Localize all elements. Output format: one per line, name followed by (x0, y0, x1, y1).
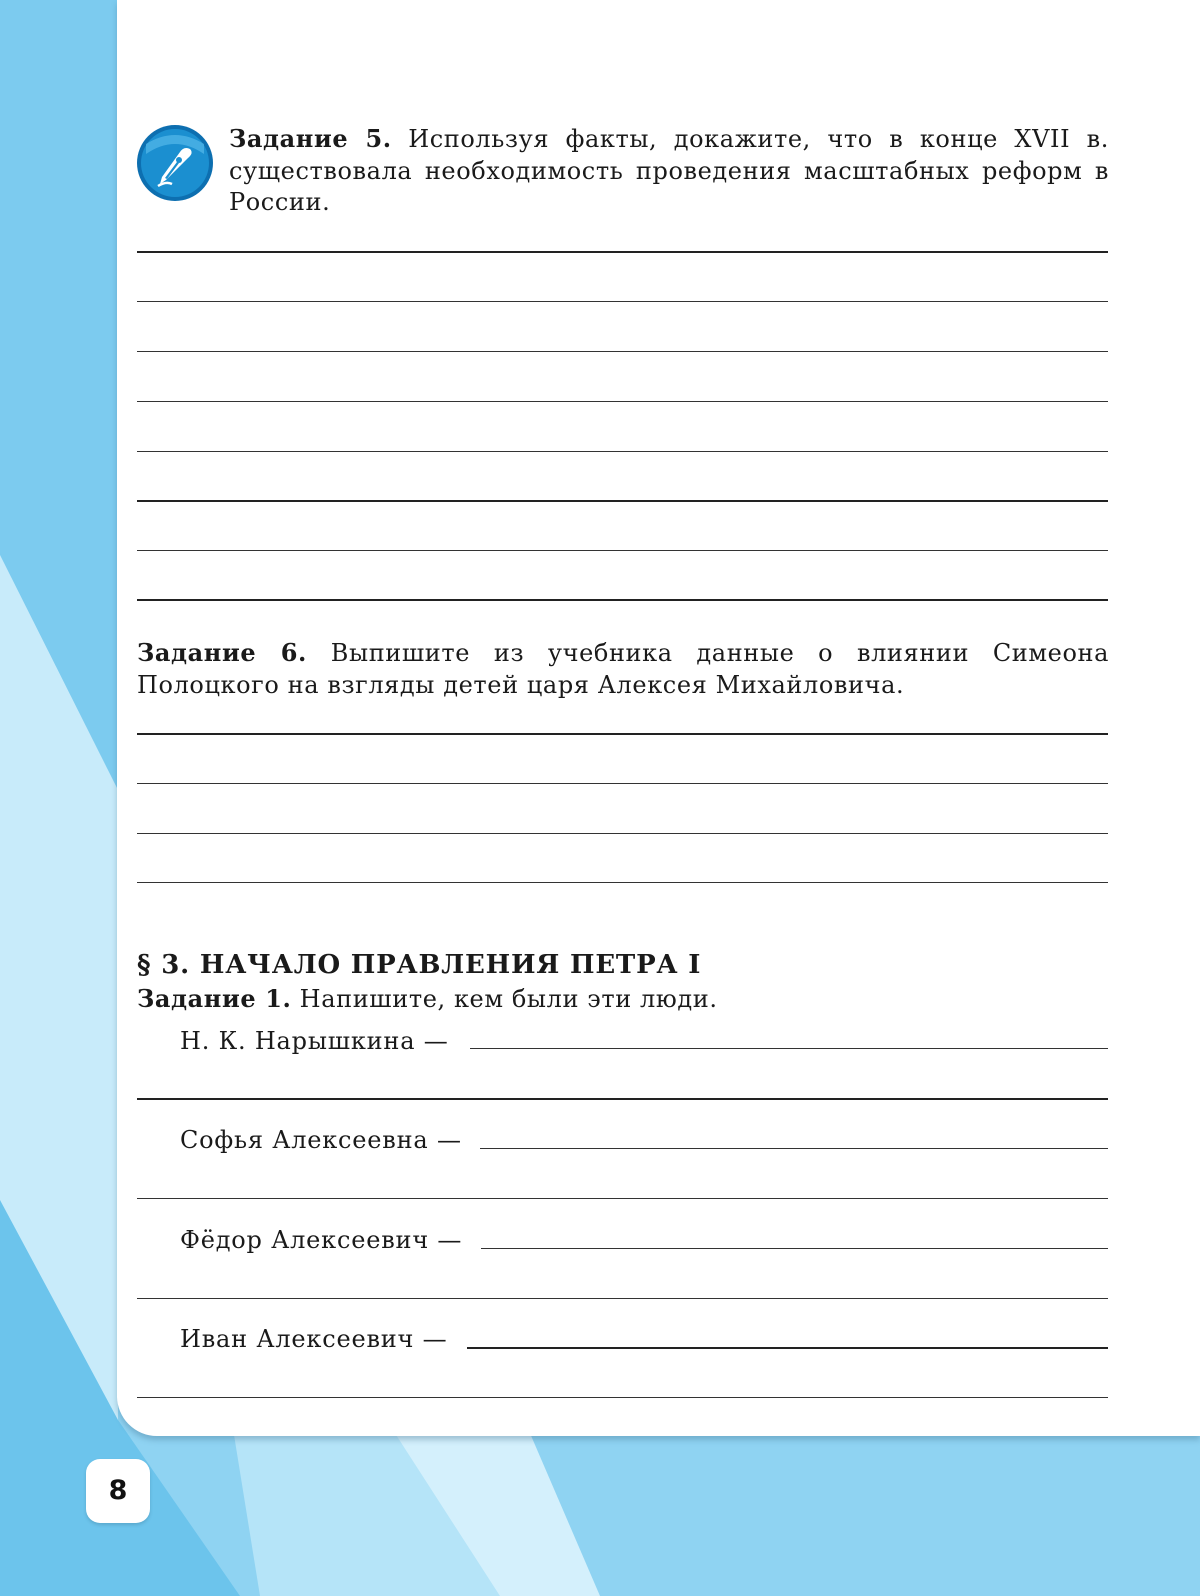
answer-line[interactable] (137, 882, 1108, 883)
answer-line[interactable] (137, 1098, 1108, 1100)
answer-line[interactable] (137, 401, 1108, 402)
task-1-label: Задание 1. (137, 984, 292, 1013)
task-6-body: Выпишите из учебника данные о влиянии Симеона Полоцкого на взгляды детей царя Алексея Михайловича. (137, 639, 1110, 699)
answer-line[interactable] (137, 733, 1108, 735)
page-number: 8 (86, 1459, 150, 1523)
person-label: Н. К. Нарышкина — (180, 1027, 449, 1055)
answer-line[interactable] (137, 301, 1108, 302)
answer-line[interactable] (467, 1347, 1108, 1349)
answer-line[interactable] (137, 833, 1108, 834)
answer-line[interactable] (137, 1198, 1108, 1199)
section-title: § 3. НАЧАЛО ПРАВЛЕНИЯ ПЕТРА I (137, 950, 702, 980)
answer-line[interactable] (137, 550, 1108, 551)
answer-line[interactable] (481, 1248, 1108, 1249)
answer-line[interactable] (137, 251, 1108, 253)
task-6-text (137, 637, 1109, 701)
person-label: Иван Алексеевич — (180, 1325, 448, 1353)
task-6-label: Задание 6. (137, 638, 307, 667)
pen-nib-icon (136, 124, 214, 202)
task-5-text (229, 123, 1109, 219)
answer-line[interactable] (137, 1397, 1108, 1398)
answer-line[interactable] (137, 599, 1108, 601)
person-label: Софья Алексеевна — (180, 1126, 462, 1154)
task-1-text (137, 983, 1109, 1016)
task-5-label: Задание 5. (229, 124, 392, 153)
answer-line[interactable] (137, 351, 1108, 352)
person-label: Фёдор Алексеевич — (180, 1226, 463, 1254)
task-5-body: Используя факты, докажите, что в конце XVII в. существовала необходимость проведения масштабных реформ в России. (229, 125, 1109, 216)
answer-line[interactable] (137, 1298, 1108, 1299)
answer-line[interactable] (480, 1148, 1108, 1149)
answer-line[interactable] (137, 451, 1108, 452)
task-1-body: Напишите, кем были эти люди. (291, 985, 718, 1013)
answer-line[interactable] (470, 1048, 1108, 1049)
answer-line[interactable] (137, 783, 1108, 784)
answer-line[interactable] (137, 500, 1108, 502)
